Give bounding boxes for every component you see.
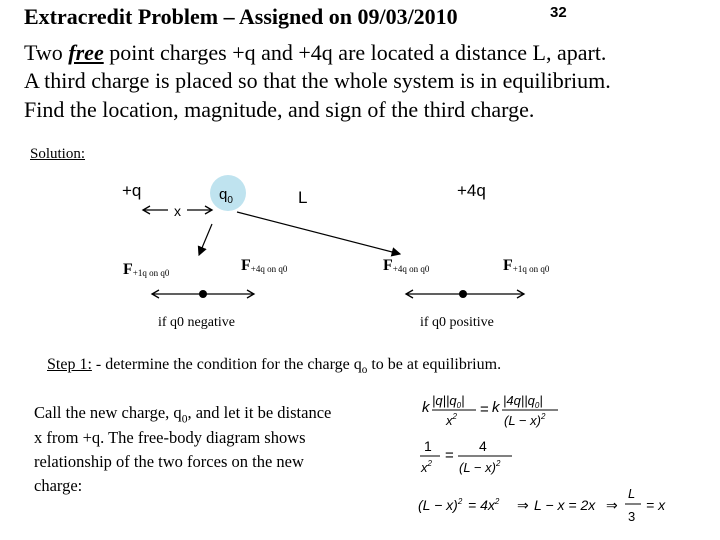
problem-line-2: A third charge is placed so that the whole system is in equilibrium. [24,68,611,93]
step1-sub: o [361,364,368,377]
explanation-line-1 [34,403,331,425]
problem-line-1-rest: point charges +q and +4q are located a distance L, apart. [103,40,607,65]
force-label-3: F+4q on q0 [383,257,430,274]
eq1-k-left: k [422,399,430,416]
eq3-end: = x [646,497,666,513]
slide-title: Extracredit Problem – Assigned on 09/03/2010 [24,4,458,29]
distance-L-label: L [298,188,308,207]
force-label-2: F+4q on q0 [241,257,288,274]
eq3-frac-den: 3 [628,509,636,524]
problem-emphasis-free: free [68,40,104,65]
explanation-line-3: relationship of the two forces on the new [34,452,304,471]
eq1-equals: = [480,401,489,418]
eq1-num-right: $|4q||q_0|$ [503,393,543,410]
eq3-left: $(L - x)^2$ [418,497,463,513]
equations [410,392,710,528]
eq2-num-right: 4 [479,438,487,454]
force-label-1: F+1q on q0 [123,261,170,278]
eq3-arrow-2: ⇒ [606,497,618,513]
eq1-k-right: k [492,399,500,416]
case-positive-label: if q0 positive [420,315,494,330]
charge-right-label: +4q [457,181,486,200]
eq2-num-left: 1 [424,438,432,454]
explanation-line-2: x from +q. The free-body diagram shows [34,428,306,447]
charge-middle-label: $q_0$ [219,186,233,206]
explanation-line-4: charge: [34,476,83,495]
problem-line-3: Find the location, magnitude, and sign of the third charge. [24,97,535,122]
step1-text: - determine the condition for the charge q [91,356,362,373]
eq3-mid: = $4x^2$ [468,497,500,513]
eq2-den-left: $x^2$ [421,459,432,475]
explanation-line-1-sub: 0 [181,413,188,426]
eq2-den-right: $(L - x)^2$ [459,459,501,475]
eq1-den-left: $x^2$ [446,412,457,428]
neg-charge-dot [199,290,207,298]
pointer-line-2 [237,212,400,254]
pos-charge-dot [459,290,467,298]
pointer-line-1 [199,224,212,255]
explanation-line-1-text: Call the new charge, q [34,403,182,422]
eq2-equals: = [445,447,454,464]
case-negative-label: if q0 negative [158,315,235,330]
charge-left-label: +q [122,181,142,200]
step1-line [47,356,501,376]
eq3-r1: L − x = 2x [534,497,596,513]
slide-number: 32 [550,4,567,21]
eq3-arrow-1: ⇒ [517,497,529,513]
solution-label: Solution: [30,146,86,162]
step1-tail: to be at equilibrium. [367,356,502,373]
force-label-4: F+1q on q0 [503,257,550,274]
eq3-frac-num: L [628,486,636,501]
step1-label: Step 1: [47,356,92,373]
eq1-den-right: $(L - x)^2$ [504,412,546,428]
explanation-line-1-tail: , and let it be distance [187,403,332,422]
distance-x-label: x [174,203,181,219]
problem-word-two: Two [24,40,63,65]
eq1-num-left: $|q||q_0|$ [432,393,465,410]
